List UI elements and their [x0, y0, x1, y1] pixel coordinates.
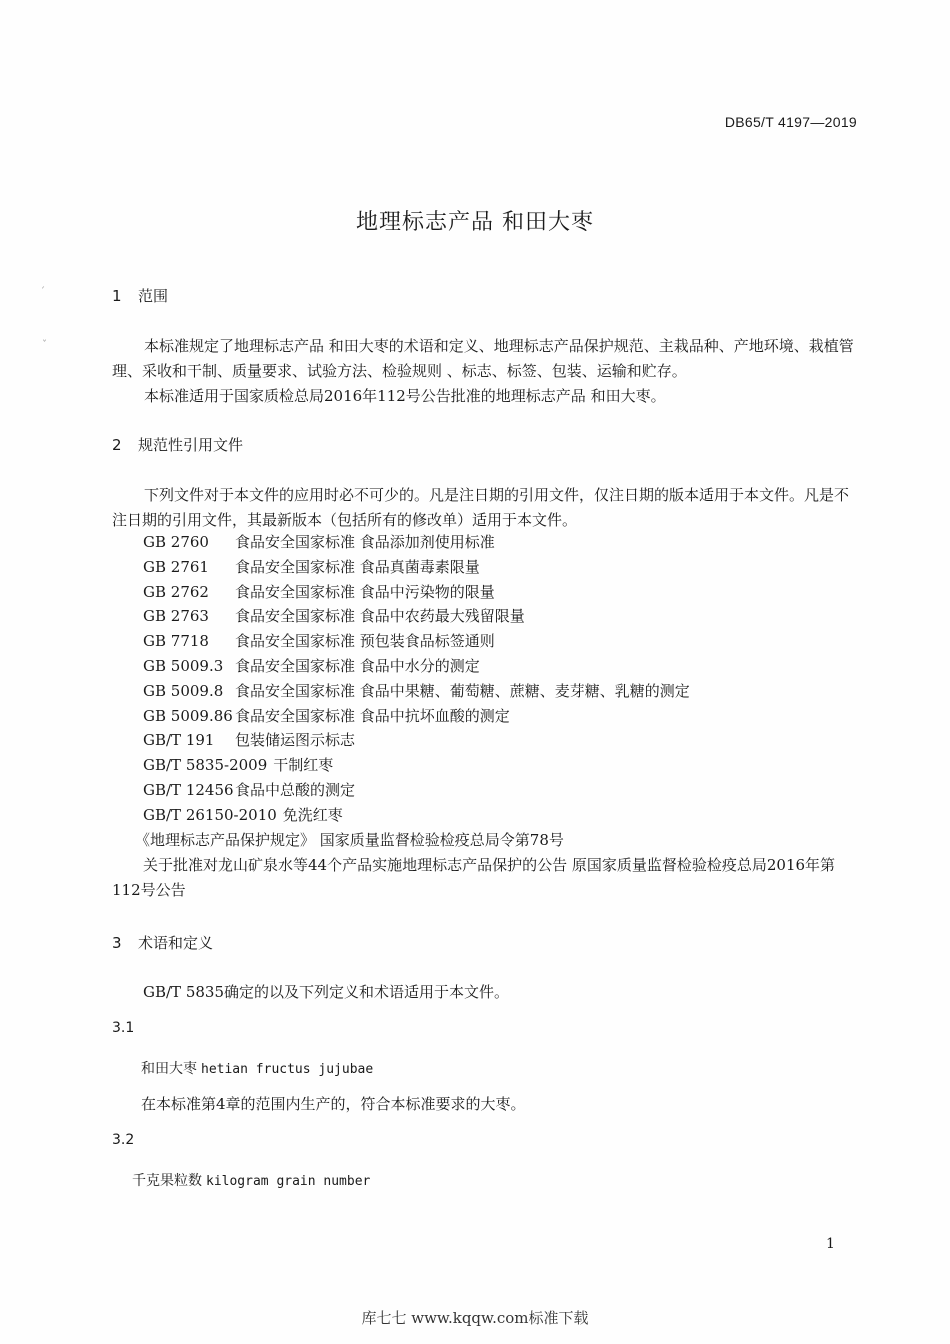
reference-item — [143, 580, 690, 605]
document-title: 地理标志产品 和田大枣 — [356, 210, 594, 235]
reference-title: 食品安全国家标准 食品添加剂使用标准 — [235, 533, 495, 551]
reference-title: 免洗红枣 — [282, 805, 343, 824]
reference-item — [143, 530, 690, 555]
reference-title: 食品安全国家标准 食品中农药最大残留限量 — [235, 607, 525, 626]
reference-item — [143, 753, 690, 778]
scan-mark: ˊ — [40, 287, 45, 298]
reference-code: GB 5009.86 — [143, 706, 233, 725]
term-3-1 — [141, 1058, 373, 1078]
section-3-intro: GB/T 5835确定的以及下列定义和术语适用于本文件。 — [143, 983, 510, 1001]
section-2-intro: 下列文件对于本文件的应用时必不可少的。凡是注日期的引用文件，仅注日期的版本适用于本文件。凡是不注日期的引用文件，其最新版本（包括所有的修改单）适用于本文件。 — [112, 486, 850, 529]
section-number: 2 — [112, 436, 122, 454]
section-2-heading — [112, 434, 243, 455]
reference-code: GB 2761 — [143, 557, 209, 576]
reference-item — [143, 704, 690, 729]
standard-code: DB65/T 4197—2019 — [724, 114, 857, 130]
term-definition: 在本标准第4章的范围内生产的，符合本标准要求的大枣。 — [141, 1095, 526, 1113]
reference-item — [143, 803, 690, 828]
reference-item — [143, 654, 690, 679]
reference-code: GB 2762 — [143, 582, 209, 601]
term-number: 3.1 — [112, 1020, 135, 1036]
reference-code: GB/T 26150-2010 — [143, 805, 277, 824]
reference-code: GB/T 5835-2009 — [143, 756, 268, 775]
reference-item — [143, 604, 690, 629]
section-1-paragraph-2: 本标准适用于国家质检总局2016年112号公告批准的地理标志产品 和田大枣。 — [144, 387, 666, 405]
reference-item — [143, 778, 690, 803]
reference-code: GB 2763 — [143, 607, 209, 626]
reference-title: 食品安全国家标准 预包装食品标签通则 — [235, 632, 495, 651]
reference-code: GB 5009.8 — [143, 681, 224, 700]
announcement-reference: 关于批准对龙山矿泉水等44个产品实施地理标志产品保护的公告 原国家质量监督检验检疫总局2016年第112号公告 — [112, 856, 836, 899]
term-en: hetian fructus jujubae — [201, 1062, 374, 1077]
reference-title: 干制红枣 — [273, 756, 334, 775]
section-1-paragraph-1: 本标准规定了地理标志产品 和田大枣的术语和定义、地理标志产品保护规范、主栽品种、产地环境、栽植管理、采收和干制、质量要求、试验方法、检验规则 、标志、标签、包装、运输和贮存。 — [112, 337, 854, 380]
term-en: kilogram grain number — [206, 1174, 371, 1189]
reference-title: 食品安全国家标准 食品中果糖、葡萄糖、蔗糖、麦芽糖、乳糖的测定 — [235, 681, 690, 700]
page-number: 1 — [826, 1236, 835, 1252]
section-title: 术语和定义 — [138, 934, 214, 952]
reference-title: 包装储运图示标志 — [235, 731, 356, 750]
reference-code: GB/T 12456 — [143, 780, 234, 799]
reference-code: GB/T 191 — [143, 731, 215, 750]
reference-title: 食品安全国家标准 食品真菌毒素限量 — [235, 557, 480, 576]
reference-item — [143, 555, 690, 580]
section-title: 范围 — [138, 287, 169, 305]
reference-code: GB 7718 — [143, 632, 209, 651]
reference-item — [143, 629, 690, 654]
reference-code: GB 5009.3 — [143, 656, 224, 675]
reference-title: 食品安全国家标准 食品中污染物的限量 — [235, 582, 495, 601]
reference-item — [143, 679, 690, 704]
footer-watermark: 库七七 www.kqqw.com标准下载 — [361, 1309, 589, 1327]
section-title: 规范性引用文件 — [138, 436, 244, 454]
reference-title: 食品安全国家标准 食品中水分的测定 — [235, 656, 480, 675]
reference-code: GB 2760 — [143, 533, 209, 551]
term-zh: 千克果粒数 — [132, 1173, 202, 1189]
section-number: 3 — [112, 934, 122, 952]
reference-list — [135, 530, 690, 852]
section-3-heading — [112, 932, 213, 953]
section-number: 1 — [112, 287, 122, 305]
reference-title: 食品中总酸的测定 — [235, 780, 356, 799]
regulation-reference: 《地理标志产品保护规定》 国家质量监督检验检疫总局令第78号 — [135, 830, 564, 849]
section-1-heading — [112, 285, 168, 306]
term-3-2 — [132, 1170, 370, 1190]
scan-mark: ˇ — [42, 340, 47, 351]
reference-item — [143, 728, 690, 753]
term-number: 3.2 — [112, 1132, 135, 1148]
term-zh: 和田大枣 — [141, 1061, 197, 1077]
reference-title: 食品安全国家标准 食品中抗坏血酸的测定 — [235, 706, 510, 725]
